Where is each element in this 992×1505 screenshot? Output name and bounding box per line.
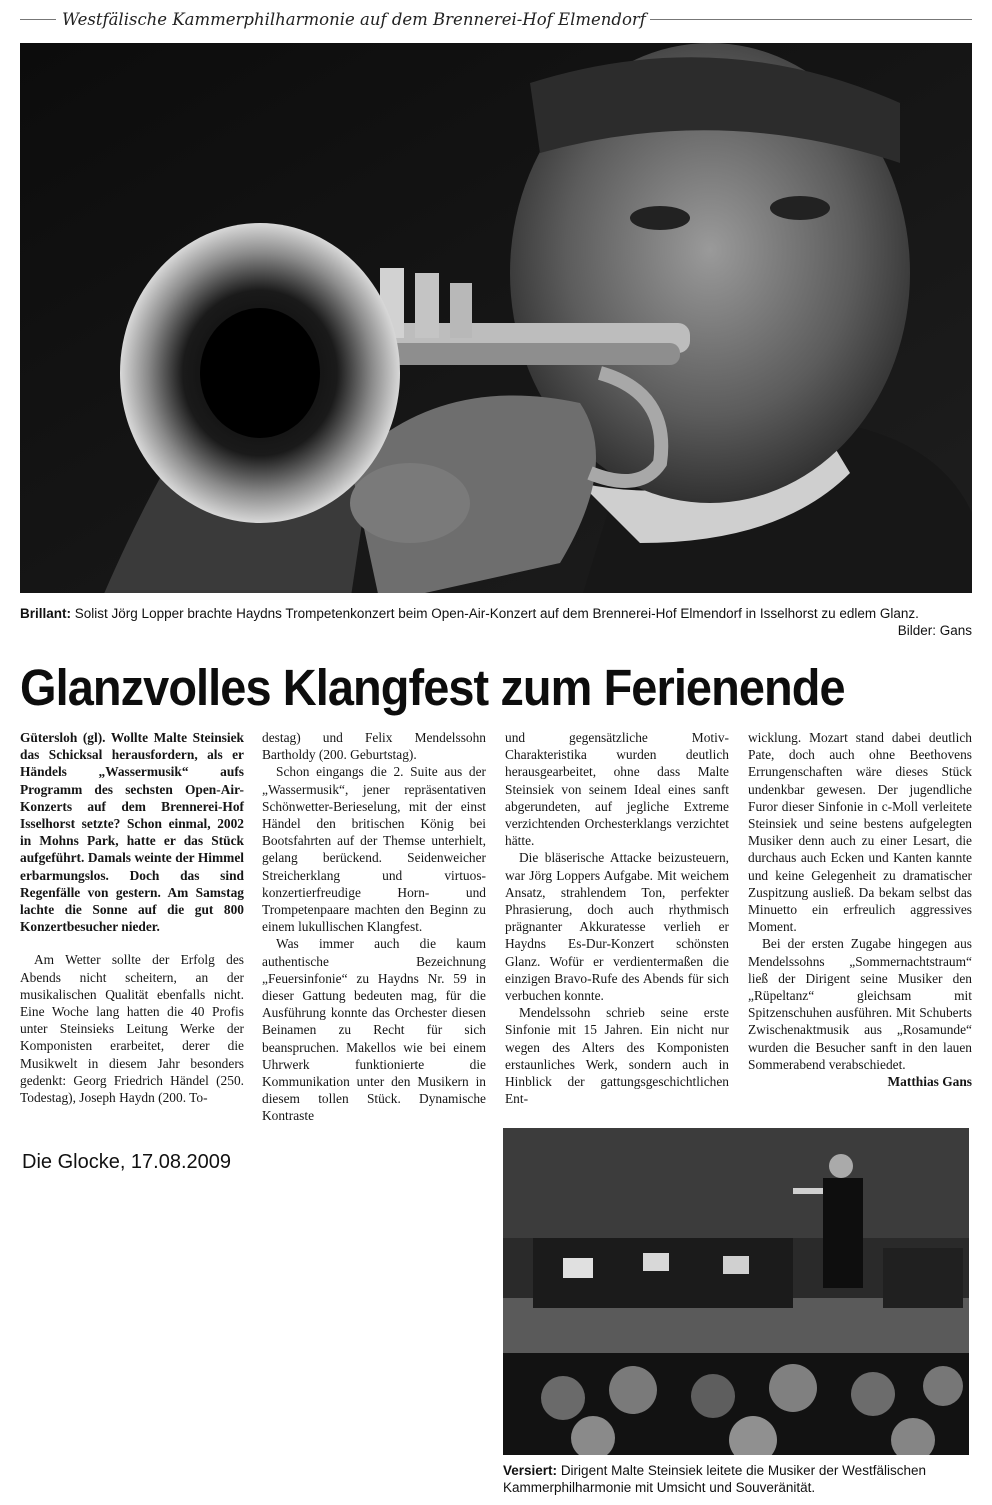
photo-main-caption — [20, 605, 972, 639]
kicker-rule-right — [650, 19, 972, 20]
article-column-3 — [505, 729, 729, 1107]
caption-text: Dirigent Malte Steinsiek leitete die Musiker der Westfälischen Kammerphilharmonie mit Umsicht und Souveränität. — [503, 1463, 926, 1495]
article-paragraph: Mendelssohn schrieb seine erste Sinfonie mit 15 Jahren. Ein nicht nur wegen des Alters des Komponisten erstaunliches Werk, sondern auch in Hinblick der gattungsgeschichtlichen Ent- — [505, 1005, 729, 1107]
article-paragraph: Die bläserische Attacke beizusteuern, war Jörg Loppers Aufgabe. Mit weichem Ansatz, strahlendem Ton, perfekter Phrasierung, doch auch rhythmisch prägnanter Akkuratesse verlieh er Haydns Es-Dur-Konzert schönsten Glanz. Wofür er verdientermaßen die einzigen Bravo-Rufe des Abends für sich verbuchen konnte. — [505, 850, 729, 1004]
article-paragraph: und gegensätzliche Motiv-Charakteristika wurden deutlich herausgearbeitet, ohne dass Malte Steinsiek von seinem Ideal eines sanft abgerundeten, auf jegliche Extreme verzichtenden Orchesterklangs verzichtet hätte. — [505, 730, 729, 849]
article-column-4 — [748, 729, 972, 1090]
article-paragraph: Am Wetter sollte der Erfolg des Abends nicht scheitern, an der musikalischen Qualität ebenfalls nicht. Eine Woche lang hatten die 40 Profis unter Steinsieks Leitung Werke der Komponisten erarbeitet, derer die Musikwelt in diesem Jahr besonders gedenkt: Georg Friedrich Händel (250. Todestag), Joseph Haydn (200. To- — [20, 952, 244, 1106]
article-paragraph: destag) und Felix Mendelssohn Bartholdy (200. Geburtstag). — [262, 730, 486, 763]
kicker-line — [20, 6, 972, 32]
article-lead: Gütersloh (gl). Wollte Malte Steinsiek das Schicksal herausfordern, als er Händels „Wassermusik“ aufs Programm des sechsten Open-Air-Konzerts auf dem Brennerei-Hof Isselhorst setzte? Schon einmal, 2002 in Mohns Park, hatte er das Stück aufgeführt. Damals weinte der Himmel erbarmungslos. Doch das sind Regenfälle von gestern. Am Samstag lachte die Sonne auf die gut 800 Konzertbesucher nieder. — [20, 730, 244, 935]
article-paragraph: Bei der ersten Zugabe hingegen aus Mendelssohns „Sommernachtstraum“ ließ der Dirigent seine Musiker den „Rüpeltanz“ gleichsam mit Spitzenschuhen ausführen. Mit Schuberts Zwischenaktmusik aus „Rosamunde“ wurden die Besucher sanft in den lauen Sommerabend verabschiedet. — [748, 936, 972, 1072]
article-column-2 — [262, 729, 486, 1125]
headline: Glanzvolles Klangfest zum Ferienende — [20, 659, 845, 716]
kicker-text: Westfälische Kammerphilharmonie auf dem Brennerei-Hof Elmendorf — [62, 9, 646, 29]
orchestra-photo — [503, 1128, 969, 1455]
caption-label: Brillant: — [20, 606, 72, 621]
article-paragraph: wicklung. Mozart stand dabei deutlich Pate, doch auch ohne Beethovens Errungenschaften wäre dieses Stück undenkbar gewesen. Der jugendliche Furor dieser Sinfonie in c-Moll verleitete Steinsiek und seine bestens aufgelegten Musiker denn auch zu einer Lesart, die durchaus auch Ecken und Kanten kannte und keine Gelegenheit zu dramatischer Zuspitzung ausließ. Da bekam selbst das Minuetto ein erfreulich aggressives Moment. — [748, 730, 972, 935]
caption-text: Solist Jörg Lopper brachte Haydns Trompetenkonzert beim Open-Air-Konzert auf dem Brennerei-Hof Elmendorf in Isselhorst zu edlem Glanz. — [74, 606, 919, 621]
trumpeter-photo — [20, 43, 972, 593]
kicker-rule-left — [20, 19, 56, 20]
article-paragraph: Schon eingangs die 2. Suite aus der „Wassermusik“, jener repräsentativen Schönwetter-Berieselung, mit der einst Händel den britischen König bei Bootsfahrten auf der Themse unterhielt, gelang berückend. Seidenweicher Streicherklang und virtuos-konzertierfreudige Horn- und Trompetenpaare machten den Beginn zu einem lukullischen Klangfest. — [262, 764, 486, 935]
photo-credit: Bilder: Gans — [897, 623, 972, 638]
caption-label: Versiert: — [503, 1463, 558, 1478]
article-paragraph: Was immer auch die kaum authentische Bezeichnung „Feuersinfonie“ zu Haydns Nr. 59 in dieser Gattung bedeuten mag, für die Ausführung konnte das Orchester diesen Beinamen zu Recht für sich beanspruchen. Makellos wie bei einem Uhrwerk funktionierte die Kommunikation unter den Musikern in diesem tollen Stück. Dynamische Kontraste — [262, 936, 486, 1124]
photo-second-caption — [503, 1462, 969, 1496]
source-line: Die Glocke, 17.08.2009 — [22, 1151, 232, 1173]
article-column-1 — [20, 729, 244, 1106]
article-author: Matthias Gans — [887, 1074, 972, 1090]
